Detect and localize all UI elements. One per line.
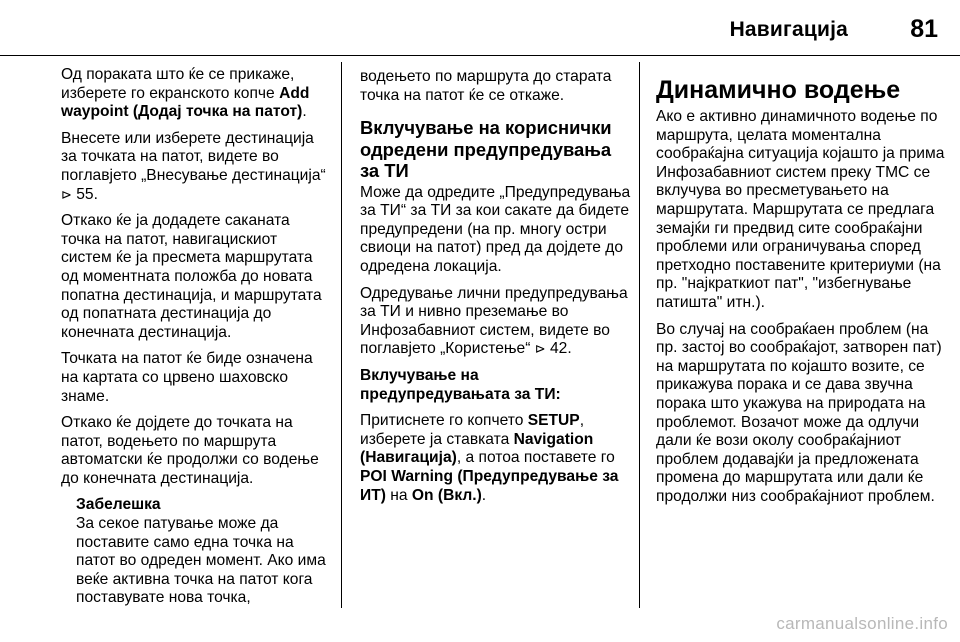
paragraph-add-waypoint: Од пораката што ќе се прикаже, изберете го екранското копче Add waypoint (Додај точка на патот). [61,66,310,121]
subheading-enable-warnings: Вклучување на предупредувањата за ТИ: [360,367,561,403]
section-heading-dynamic-guidance: Динамично водење [656,76,901,104]
column-right [656,76,954,514]
note-title: Забелешка [76,496,161,514]
column-middle [360,68,632,513]
on-label: On (Вкл.) [411,486,482,504]
paragraph-cancel-old-waypoint: водењето по маршрута до старата точка на патот ќе се откаже. [360,68,612,104]
paragraph-checkered-flag: Точката на патот ќе биде означена на картата со црвено шаховско знаме. [61,350,313,405]
column-left [61,66,327,608]
page-ref-arrow-icon: ⊳ [534,341,546,357]
note-text: За секое патување може да поставите само една точка на патот во одреден момент. Ако има веќе активна точка на патот кога поставувате нова точка, [76,515,326,607]
page-ref-arrow-icon: ⊳ [61,186,72,202]
add-waypoint-label: Add waypoint (Додај точка на патот) [61,84,310,121]
watermark: carmanualsonline.info [776,614,948,633]
paragraph-enter-destination: Внесете или изберете дестинација за точката на патот, видете во поглавјето „Внесување дестинација“ ⊳ 55. [61,129,326,203]
page-number: 81 [910,15,938,43]
navigation-label: Navigation (Навигација) [360,430,594,467]
paragraph-route-calculation: Откако ќе ја додадете саканата точка на патот, навигацискиот систем ќе ја пресмета маршрутата од моментната положба до новата попатна дестинација, и маршрутата од попатната дестинација до конечната дестинација. [61,212,322,341]
header-divider [0,55,960,56]
chapter-title: Навигација [729,18,848,41]
paragraph-define-warnings: Може да одредите „Предупредувања за ТИ“ за ТИ за кои сакате да бидете предупредени (на пр. многу остри свиоци на патот) пред да дојдете до одредена локација. [360,183,631,276]
note-box [76,496,327,608]
column-divider-2 [639,62,640,608]
setup-label: SETUP [527,412,580,430]
page-header [0,0,960,56]
paragraph-personal-warnings: Одредување лични предупредувања за ТИ и нивно преземање во Инфозабавниот систем, видете во поглавјето „Користење“ ⊳ 42. [360,284,628,358]
paragraph-arrival: Откако ќе дојдете до точката на патот, водењето по маршрута автоматски ќе продолжи со водење до конечната дестинација. [61,414,319,487]
column-divider-1 [341,62,342,608]
poi-warning-label: POI Warning (Предупредување за ИТ) [360,468,619,504]
paragraph-dynamic-guidance: Ако е активно динамичното водење по маршрута, целата моментална сообраќајна ситуација којашто ја прима Инфозабавниот систем преку TMC се вклучува во пресметувањето на маршрутата. Маршрутата се предлага земајќи ги предвид сите сообраќајни проблеми или ограничувања според претходно поставените критериуми (на пр. "најкраткиот пат", "избегнување патишта" итн.). [656,108,945,311]
paragraph-enable-steps: Притиснете го копчето SETUP, изберете ја ставката Navigation (Навигација), а потоа поставете го POI Warning (Предупредување за ИТ) на On (Вкл.). [360,412,619,504]
paragraph-traffic-problem: Во случај на сообраќаен проблем (на пр. застој во сообраќајот, затворен пат) на маршрутата по којашто возите, се прикажува порака и се дава звучна порака што укажува на природата на проблемот. Возачот може да одлучи дали ќе вози околу сообраќајниот проблем додавајќи ја предложената промена до маршрутата или дали ќе продолжи низ сообраќајниот проблем. [656,320,942,505]
section-heading-poi-warnings: Вклучување на кориснички одредени предупредувања за ТИ [360,117,612,182]
